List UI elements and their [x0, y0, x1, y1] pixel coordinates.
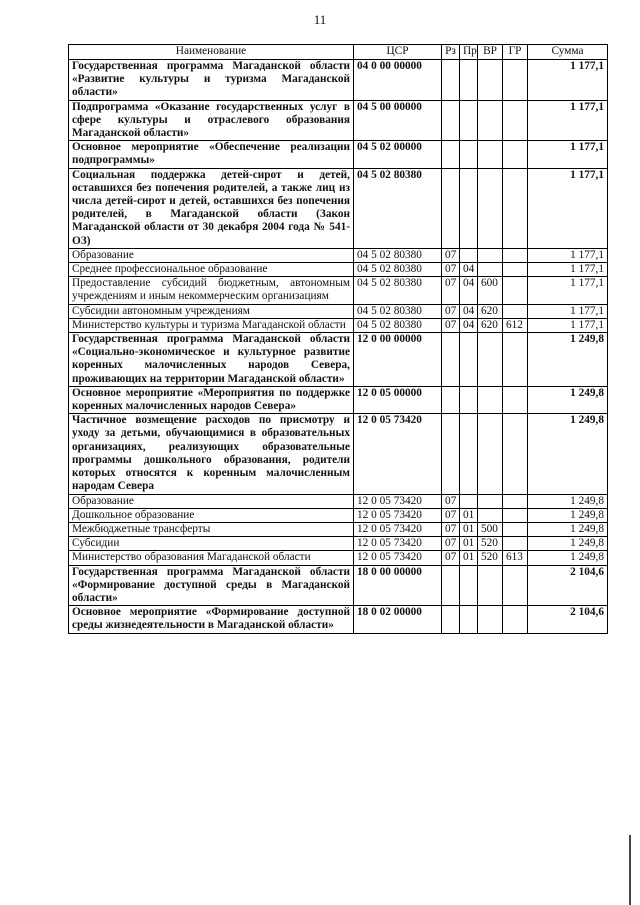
- cell-rz: 07: [442, 494, 460, 508]
- header-gr: ГР: [503, 45, 528, 60]
- table-row: [69, 277, 608, 304]
- cell-name: Министерство образования Магаданской области: [69, 551, 354, 565]
- cell-csr: 04 0 00 00000: [354, 60, 442, 101]
- cell-vr: [478, 414, 503, 494]
- cell-sum: 1 177,1: [528, 100, 608, 141]
- cell-gr: [503, 277, 528, 304]
- cell-vr: [478, 333, 503, 387]
- cell-csr: 04 5 00 00000: [354, 100, 442, 141]
- cell-pr: 01: [460, 551, 478, 565]
- cell-gr: [503, 141, 528, 168]
- cell-name: Государственная программа Магаданской области «Развитие культуры и туризма Магаданской области»: [69, 60, 354, 101]
- page-number: 11: [313, 12, 327, 27]
- table-row: [69, 304, 608, 318]
- cell-rz: [442, 414, 460, 494]
- cell-vr: 520: [478, 551, 503, 565]
- cell-sum: 1 249,8: [528, 386, 608, 413]
- cell-gr: [503, 248, 528, 262]
- table-row: [69, 494, 608, 508]
- cell-gr: [503, 537, 528, 551]
- cell-name: Среднее профессиональное образование: [69, 263, 354, 277]
- table-body: [69, 60, 608, 634]
- cell-name: Подпрограмма «Оказание государственных услуг в сфере культуры и отраслевого образования Магаданской области»: [69, 100, 354, 141]
- cell-rz: 07: [442, 537, 460, 551]
- cell-sum: 1 249,8: [528, 537, 608, 551]
- cell-rz: [442, 168, 460, 248]
- cell-sum: 1 177,1: [528, 304, 608, 318]
- cell-csr: 12 0 05 73420: [354, 537, 442, 551]
- cell-name: Предоставление субсидий бюджетным, автономным учреждениям и иным некоммерческим организациям: [69, 277, 354, 304]
- cell-name: Основное мероприятие «Формирование доступной среды жизнедеятельности в Магаданской области»: [69, 606, 354, 633]
- table-row: [69, 168, 608, 248]
- table-row: [69, 551, 608, 565]
- cell-gr: [503, 60, 528, 101]
- table-row: [69, 333, 608, 387]
- cell-vr: [478, 141, 503, 168]
- table-row: [69, 537, 608, 551]
- cell-vr: [478, 386, 503, 413]
- cell-sum: 1 249,8: [528, 508, 608, 522]
- cell-csr: 12 0 00 00000: [354, 333, 442, 387]
- cell-gr: [503, 522, 528, 536]
- cell-pr: [460, 100, 478, 141]
- cell-csr: 04 5 02 80380: [354, 304, 442, 318]
- table-row: [69, 318, 608, 332]
- cell-gr: [503, 263, 528, 277]
- cell-sum: 1 177,1: [528, 168, 608, 248]
- cell-sum: 1 177,1: [528, 277, 608, 304]
- cell-csr: 04 5 02 80380: [354, 263, 442, 277]
- cell-pr: 04: [460, 318, 478, 332]
- cell-gr: [503, 606, 528, 633]
- cell-sum: 1 177,1: [528, 141, 608, 168]
- cell-rz: 07: [442, 304, 460, 318]
- cell-rz: 07: [442, 522, 460, 536]
- table-row: [69, 508, 608, 522]
- cell-sum: 2 104,6: [528, 606, 608, 633]
- cell-vr: [478, 606, 503, 633]
- cell-rz: 07: [442, 263, 460, 277]
- cell-name: Дошкольное образование: [69, 508, 354, 522]
- cell-csr: 12 0 05 73420: [354, 414, 442, 494]
- cell-vr: [478, 100, 503, 141]
- cell-pr: [460, 248, 478, 262]
- cell-sum: 2 104,6: [528, 565, 608, 606]
- cell-pr: 01: [460, 508, 478, 522]
- cell-gr: [503, 168, 528, 248]
- cell-name: Социальная поддержка детей-сирот и детей, оставшихся без попечения родителей, а также лиц из числа детей-сирот и детей, оставшихся без попечения родителей, в Магаданской области (Закон Магаданской области от 30 декабря 2004 года № 541-ОЗ): [69, 168, 354, 248]
- cell-vr: 600: [478, 277, 503, 304]
- header-csr: ЦСР: [354, 45, 442, 60]
- cell-name: Основное мероприятие «Мероприятия по поддержке коренных малочисленных народов Севера»: [69, 386, 354, 413]
- table-row: [69, 248, 608, 262]
- cell-csr: 12 0 05 73420: [354, 508, 442, 522]
- cell-rz: [442, 565, 460, 606]
- cell-csr: 12 0 05 73420: [354, 494, 442, 508]
- cell-vr: 620: [478, 318, 503, 332]
- table-row: [69, 414, 608, 494]
- cell-sum: 1 249,8: [528, 494, 608, 508]
- table-row: [69, 606, 608, 633]
- cell-pr: [460, 494, 478, 508]
- cell-sum: 1 177,1: [528, 318, 608, 332]
- cell-pr: 01: [460, 537, 478, 551]
- cell-csr: 18 0 02 00000: [354, 606, 442, 633]
- cell-sum: 1 177,1: [528, 248, 608, 262]
- cell-name: Субсидии автономным учреждениям: [69, 304, 354, 318]
- cell-csr: 04 5 02 80380: [354, 318, 442, 332]
- cell-sum: 1 249,8: [528, 414, 608, 494]
- cell-pr: [460, 565, 478, 606]
- table-row: [69, 386, 608, 413]
- cell-rz: 07: [442, 551, 460, 565]
- cell-name: Субсидии: [69, 537, 354, 551]
- cell-name: Образование: [69, 248, 354, 262]
- table-row: [69, 565, 608, 606]
- cell-sum: 1 249,8: [528, 522, 608, 536]
- cell-vr: [478, 494, 503, 508]
- cell-pr: 04: [460, 277, 478, 304]
- cell-vr: 500: [478, 522, 503, 536]
- cell-rz: [442, 100, 460, 141]
- cell-name: Министерство культуры и туризма Магаданской области: [69, 318, 354, 332]
- cell-gr: [503, 508, 528, 522]
- cell-csr: 12 0 05 73420: [354, 551, 442, 565]
- cell-gr: [503, 414, 528, 494]
- cell-pr: 04: [460, 304, 478, 318]
- cell-pr: [460, 414, 478, 494]
- cell-rz: 07: [442, 248, 460, 262]
- header-name: Наименование: [69, 45, 354, 60]
- cell-rz: 07: [442, 508, 460, 522]
- cell-vr: [478, 168, 503, 248]
- cell-vr: 620: [478, 304, 503, 318]
- header-row: [69, 45, 608, 60]
- cell-sum: 1 249,8: [528, 551, 608, 565]
- cell-pr: [460, 168, 478, 248]
- cell-vr: 520: [478, 537, 503, 551]
- cell-rz: 07: [442, 277, 460, 304]
- table-row: [69, 141, 608, 168]
- cell-name: Образование: [69, 494, 354, 508]
- table-row: [69, 522, 608, 536]
- cell-csr: 04 5 02 80380: [354, 277, 442, 304]
- header-vr: ВР: [478, 45, 503, 60]
- cell-pr: [460, 606, 478, 633]
- table-header: [69, 45, 608, 60]
- cell-csr: 18 0 00 00000: [354, 565, 442, 606]
- cell-pr: [460, 386, 478, 413]
- cell-pr: [460, 141, 478, 168]
- cell-name: Государственная программа Магаданской области «Формирование доступной среды в Магаданской области»: [69, 565, 354, 606]
- table-row: [69, 60, 608, 101]
- cell-pr: [460, 60, 478, 101]
- cell-name: Межбюджетные трансферты: [69, 522, 354, 536]
- cell-sum: 1 249,8: [528, 333, 608, 387]
- cell-gr: [503, 100, 528, 141]
- cell-gr: [503, 386, 528, 413]
- cell-csr: 04 5 02 80380: [354, 168, 442, 248]
- cell-csr: 12 0 05 73420: [354, 522, 442, 536]
- cell-pr: 04: [460, 263, 478, 277]
- cell-gr: 613: [503, 551, 528, 565]
- cell-pr: [460, 333, 478, 387]
- cell-vr: [478, 565, 503, 606]
- cell-gr: [503, 304, 528, 318]
- cell-vr: [478, 60, 503, 101]
- cell-rz: 07: [442, 318, 460, 332]
- cell-name: Основное мероприятие «Обеспечение реализации подпрограммы»: [69, 141, 354, 168]
- budget-table: [68, 44, 608, 634]
- cell-csr: 04 5 02 00000: [354, 141, 442, 168]
- cell-rz: [442, 60, 460, 101]
- cell-sum: 1 177,1: [528, 263, 608, 277]
- cell-rz: [442, 141, 460, 168]
- cell-vr: [478, 508, 503, 522]
- cell-gr: [503, 494, 528, 508]
- cell-csr: 12 0 05 00000: [354, 386, 442, 413]
- header-rz: Рз: [442, 45, 460, 60]
- cell-sum: 1 177,1: [528, 60, 608, 101]
- cell-name: Государственная программа Магаданской области «Социально-экономическое и культурное развитие коренных малочисленных народов Севера, проживающих на территории Магаданской области»: [69, 333, 354, 387]
- cell-gr: [503, 333, 528, 387]
- cell-vr: [478, 263, 503, 277]
- header-pr: Пр: [460, 45, 478, 60]
- table-row: [69, 100, 608, 141]
- table-row: [69, 263, 608, 277]
- cell-pr: 01: [460, 522, 478, 536]
- cell-rz: [442, 606, 460, 633]
- cell-name: Частичное возмещение расходов по присмотру и уходу за детьми, обучающимися в образовательных организациях, реализующих образовательные программы дошкольного образования, родители которых относятся к коренным малочисленным народам Севера: [69, 414, 354, 494]
- header-sum: Сумма: [528, 45, 608, 60]
- cell-csr: 04 5 02 80380: [354, 248, 442, 262]
- page-edge-mark: [629, 835, 631, 905]
- cell-gr: [503, 565, 528, 606]
- cell-rz: [442, 386, 460, 413]
- cell-gr: 612: [503, 318, 528, 332]
- cell-vr: [478, 248, 503, 262]
- cell-rz: [442, 333, 460, 387]
